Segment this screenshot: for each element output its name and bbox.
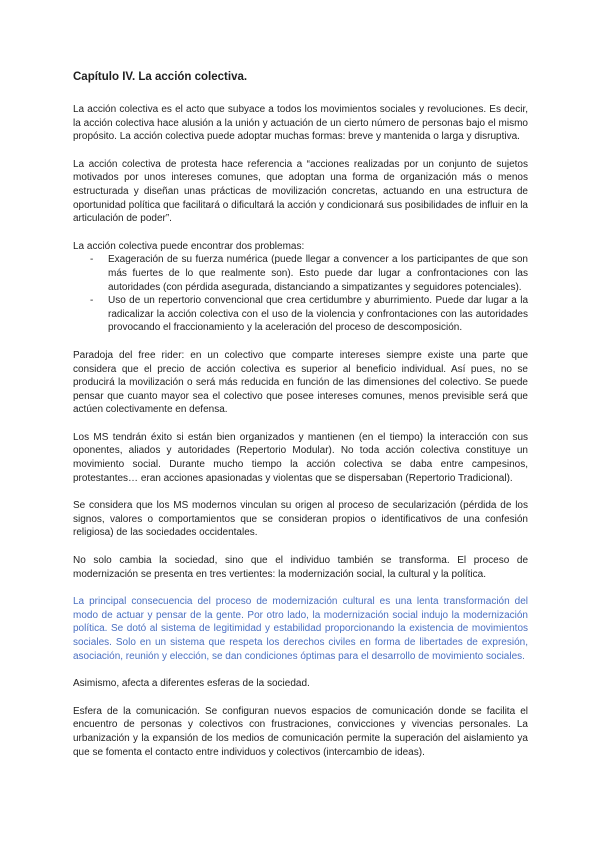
- paragraph-secularization: Se considera que los MS modernos vinculan su origen al proceso de secularización (pérdida de los signos, valores o comportamientos que se consideran propios o identificativos de una confesión religiosa) de las sociedades occidentales.: [73, 500, 528, 539]
- list-item: [73, 253, 528, 294]
- document-page: [73, 70, 528, 773]
- problems-list: [73, 253, 528, 335]
- paragraph-definition: La acción colectiva es el acto que subyace a todos los movimientos sociales y revoluciones. Es decir, la acción colectiva hace alusión a la unión y actuación de un cierto número de personas bajo el mismo propósito. La acción colectiva puede adoptar muchas formas: breve y mantenida o larga y disruptiva.: [73, 104, 528, 143]
- paragraph-protest-definition: La acción colectiva de protesta hace referencia a “acciones realizadas por un conjunto de sujetos motivados por unos intereses comunes, que adoptan una forma de organización más o menos estructurada y diseñan unas prácticas de movilización concretas, actuando en una estructura de oportunidad política que facilitará o dificultará la acción y condicionará sus posibilidades de influir en la articulación de poder”.: [73, 158, 528, 225]
- list-item: [73, 294, 528, 335]
- list-dash: -: [90, 254, 94, 266]
- list-item-text: Exageración de su fuerza numérica (puede llegar a convencer a los participantes de que son más fuertes de lo que realmente son). Esto puede dar lugar a confrontaciones con las autoridades (con pérdida asegurada, distanciando a simpatizantes y seguidores potenciales).: [108, 254, 528, 293]
- chapter-title: Capítulo IV. La acción colectiva.: [73, 71, 248, 83]
- paragraph-free-rider: Paradoja del free rider: en un colectivo que comparte intereses siempre existe una parte que considera que el precio de acción colectiva es superior al beneficio individual. Así pues, no se producirá la movilización o será más reducida en función de las dimensiones del colectivo. Se puede pensar que cuanto mayor sea el colectivo que posee intereses comunes, menos previsible será que actúen colectivamente en defensa.: [73, 349, 528, 416]
- paragraph-modernization: No solo cambia la sociedad, sino que el individuo también se transforma. El proceso de modernización se presenta en tres vertientes: la modernización social, la cultural y la política.: [73, 555, 528, 580]
- list-dash: -: [90, 295, 94, 307]
- paragraph-communication-sphere: Esfera de la comunicación. Se configuran nuevos espacios de comunicación donde se facilita el encuentro de personas y colectivos con frustraciones, convicciones y vivencias personales. La urbanización y la expansión de los medios de comunicación permite la superación del aislamiento ya que se fomenta el contacto entre individuos y colectivos (intercambio de ideas).: [73, 705, 528, 758]
- paragraph-spheres: Asimismo, afecta a diferentes esferas de la sociedad.: [73, 678, 310, 690]
- list-item-text: Uso de un repertorio convencional que crea certidumbre y aburrimiento. Puede dar lugar a la radicalizar la acción colectiva con el uso de la violencia y confrontaciones con las autoridades provocando el fraccionamiento y la aceleración del proceso de descomposición.: [108, 295, 528, 334]
- paragraph-cultural-modernization: La principal consecuencia del proceso de modernización cultural es una lenta transformación del modo de actuar y pensar de la gente. Por otro lado, la modernización social indujo la modernización política. Se dotó al sistema de legitimidad y estabilidad proporcionando la existencia de movimientos sociales. Solo en un sistema que respeta los derechos civiles en forma de libertades de expresión, asociación, reunión y elección, se dan condiciones óptimas para el desarrollo de movimiento sociales.: [73, 596, 528, 662]
- paragraph-problems-intro: La acción colectiva puede encontrar dos problemas:: [73, 240, 305, 252]
- paragraph-ms-success: Los MS tendrán éxito si están bien organizados y mantienen (en el tiempo) la interacción con sus oponentes, aliados y autoridades (Repertorio Modular). No toda acción colectiva constituye un movimiento social. Durante mucho tiempo la acción colectiva se daba entre campesinos, protestantes… eran acciones apasionadas y violentas que se dispersaban (Repertorio Tradicional).: [73, 431, 528, 484]
